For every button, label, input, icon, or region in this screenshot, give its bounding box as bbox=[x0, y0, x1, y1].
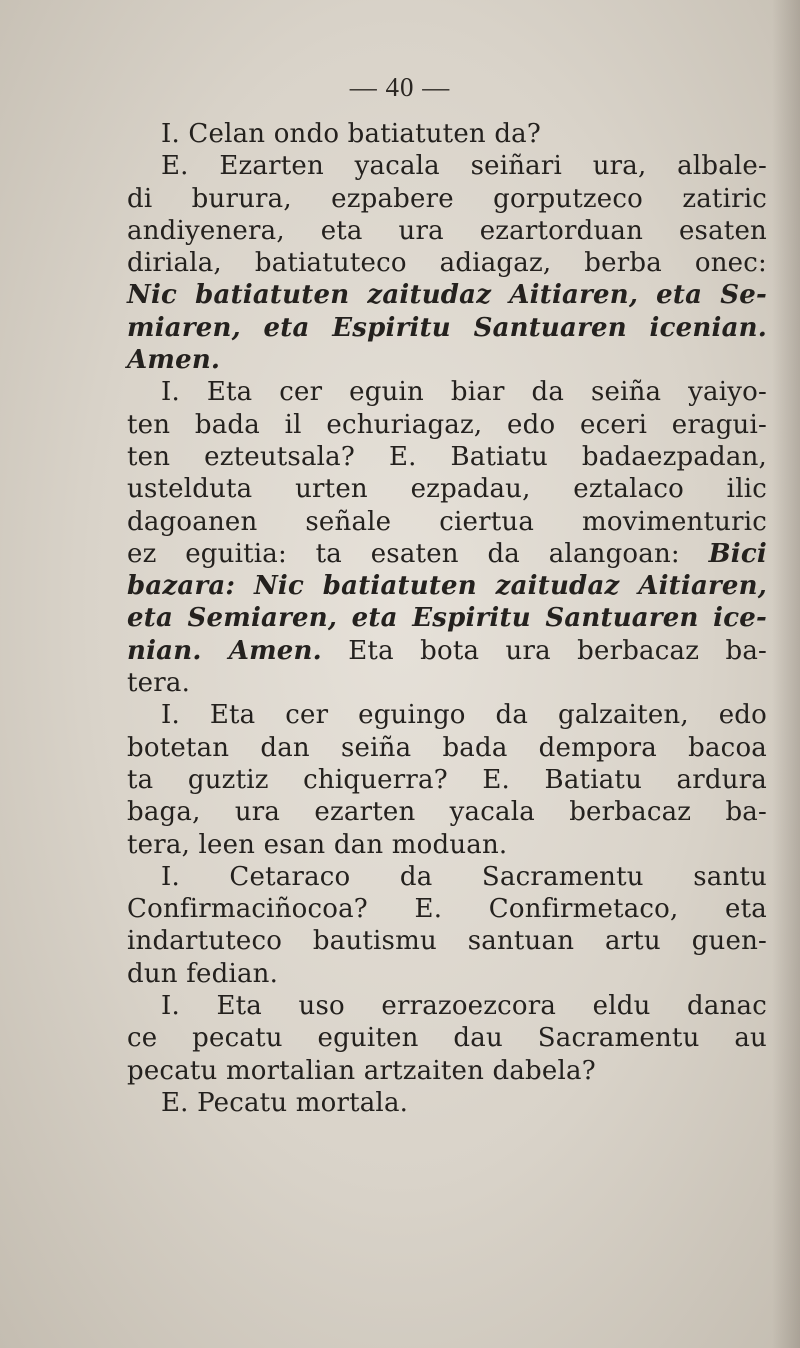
text-segment: botetan dan seiña bada dempora bacoa bbox=[127, 732, 767, 763]
text-line bbox=[127, 893, 767, 925]
text-segment: ustelduta urten ezpadau, eztalaco ilic bbox=[127, 474, 767, 505]
text-segment: ten ezteutsala? E. Batiatu badaezpadan, bbox=[127, 441, 767, 472]
text-line bbox=[127, 506, 767, 538]
text-line bbox=[127, 1022, 767, 1054]
text-segment: E. Ezarten yacala seiñari ura, albale- bbox=[161, 151, 767, 182]
text-line bbox=[127, 279, 767, 311]
text-segment: pecatu mortalian artzaiten dabela? bbox=[127, 1055, 596, 1086]
text-segment: ez eguitia: ta esaten da alangoan: bbox=[127, 538, 709, 569]
text-line bbox=[127, 215, 767, 247]
text-segment: baga, ura ezarten yacala berbacaz ba- bbox=[127, 797, 767, 828]
text-line bbox=[127, 958, 767, 990]
text-line bbox=[127, 1055, 767, 1087]
text-line bbox=[127, 1087, 767, 1119]
italic-text-segment: eta Semiaren, eta Espiritu Santuaren ice- bbox=[127, 603, 767, 634]
text-line bbox=[127, 344, 767, 376]
text-line bbox=[127, 796, 767, 828]
text-line bbox=[127, 635, 767, 667]
page-body-text bbox=[127, 118, 767, 1119]
italic-text-segment: Amen. bbox=[127, 345, 221, 376]
text-line bbox=[127, 150, 767, 182]
text-segment: di burura, ezpabere gorputzeco zatiric bbox=[127, 183, 767, 214]
text-segment: dagoanen señale ciertua movimenturic bbox=[127, 506, 767, 537]
text-segment: I. Eta cer eguingo da galzaiten, edo bbox=[161, 700, 767, 731]
text-segment: dun fedian. bbox=[127, 958, 279, 989]
text-line bbox=[127, 732, 767, 764]
italic-text-segment: miaren, eta Espiritu Santuaren icenian. bbox=[127, 312, 767, 343]
text-line bbox=[127, 925, 767, 957]
text-segment: indartuteco bautismu santuan artu guen- bbox=[127, 926, 767, 957]
text-line bbox=[127, 312, 767, 344]
text-segment: E. Pecatu mortala. bbox=[161, 1087, 409, 1118]
text-segment: I. Eta uso errazoezcora eldu danac bbox=[161, 991, 767, 1022]
text-line bbox=[127, 376, 767, 408]
text-line bbox=[127, 473, 767, 505]
text-line bbox=[127, 570, 767, 602]
text-line bbox=[127, 441, 767, 473]
text-segment: I. Celan ondo batiatuten da? bbox=[161, 119, 541, 149]
text-segment: andiyenera, eta ura ezartorduan esaten bbox=[127, 215, 767, 246]
text-segment: Eta bota ura berbacaz ba- bbox=[321, 635, 768, 666]
text-line bbox=[127, 409, 767, 441]
text-segment: Confirmaciñocoa? E. Confirmetaco, eta bbox=[127, 894, 767, 925]
text-line bbox=[127, 183, 767, 215]
text-segment: tera. bbox=[127, 668, 191, 699]
italic-text-segment: Nic batiatuten zaitudaz Aitiaren, eta Se- bbox=[127, 280, 767, 311]
text-segment: I. Cetaraco da Sacramentu santu bbox=[161, 861, 767, 892]
text-segment: I. Eta cer eguin biar da seiña yaiyo- bbox=[161, 377, 767, 408]
italic-text-segment: Bici bbox=[708, 538, 767, 569]
italic-text-segment: bazara: Nic batiatuten zaitudaz Aitiaren, bbox=[127, 571, 767, 602]
text-line bbox=[127, 247, 767, 279]
text-line bbox=[127, 667, 767, 699]
text-segment: tera, leen esan dan moduan. bbox=[127, 829, 508, 860]
text-line bbox=[127, 861, 767, 893]
text-line bbox=[127, 118, 767, 150]
text-line bbox=[127, 764, 767, 796]
text-line bbox=[127, 829, 767, 861]
text-segment: diriala, batiatuteco adiagaz, berba onec: bbox=[127, 248, 767, 279]
text-segment: ta guztiz chiquerra? E. Batiatu ardura bbox=[127, 764, 767, 795]
text-segment: ten bada il echuriagaz, edo eceri eragui- bbox=[127, 409, 767, 440]
text-line bbox=[127, 602, 767, 634]
text-line bbox=[127, 990, 767, 1022]
text-line bbox=[127, 699, 767, 731]
text-segment: ce pecatu eguiten dau Sacramentu au bbox=[127, 1023, 767, 1054]
italic-text-segment: nian. Amen. bbox=[127, 635, 322, 666]
page-edge-shadow bbox=[772, 0, 800, 1348]
page-number: — 40 — bbox=[349, 72, 451, 102]
text-line bbox=[127, 538, 767, 570]
